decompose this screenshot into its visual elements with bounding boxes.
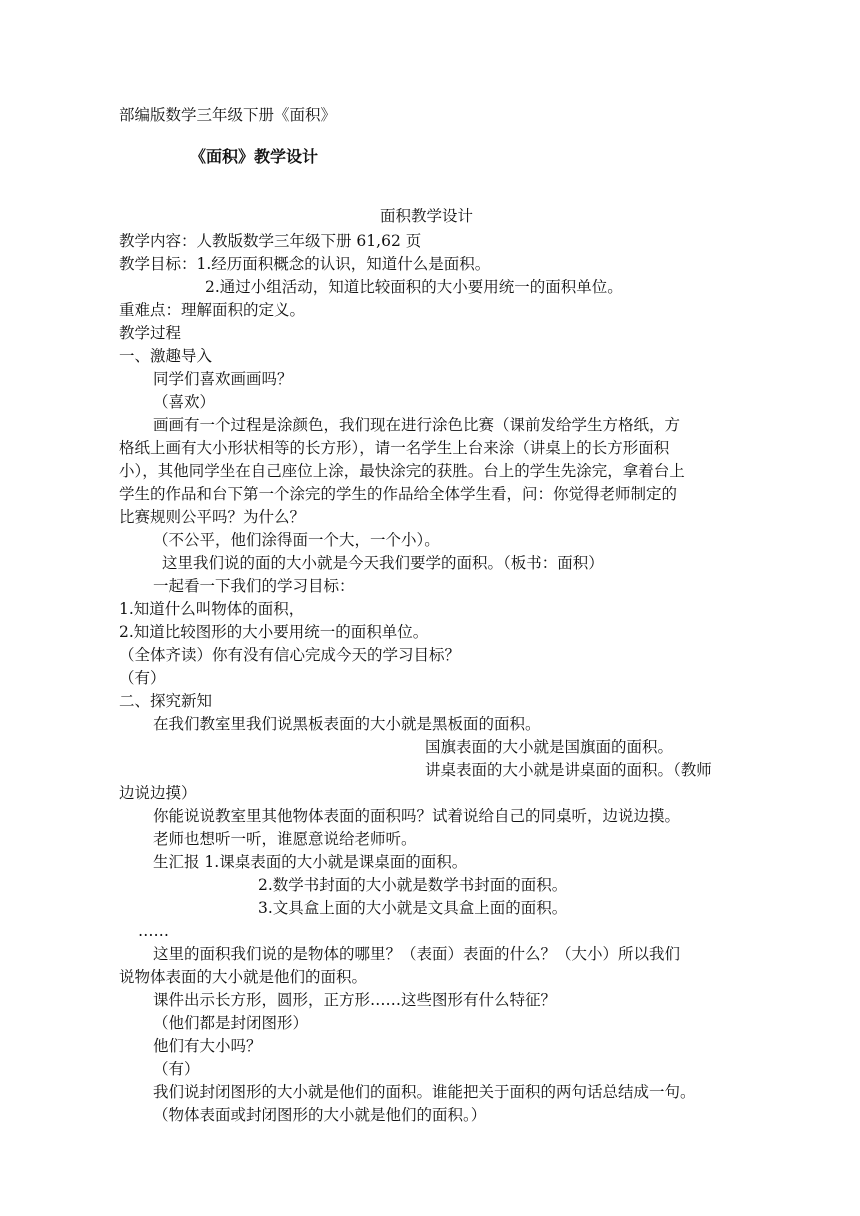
- paragraph: 小），其他同学坐在自己座位上涂，最快涂完的获胜。台上的学生先涂完，拿着台上: [119, 462, 685, 480]
- paragraph: 老师也想听一听，谁愿意说给老师听。: [153, 830, 417, 848]
- paragraph: （物体表面或封闭图形的大小就是他们的面积。）: [153, 1106, 487, 1124]
- paragraph: 画画有一个过程是涂颜色，我们现在进行涂色比赛（课前发给学生方格纸，方: [153, 416, 681, 434]
- teaching-goal-1: 教学目标：1.经历面积概念的认识，知道什么是面积。: [119, 255, 491, 273]
- paragraph: （全体齐读）你有没有信心完成今天的学习目标？: [119, 646, 461, 664]
- paragraph: （喜欢）: [153, 393, 216, 411]
- list-item: 2.知道比较图形的大小要用统一的面积单位。: [119, 623, 429, 641]
- paragraph: 你能说说教室里其他物体表面的面积吗？试着说给自己的同桌听，边说边摸。: [153, 807, 681, 825]
- paragraph: 生汇报 1.课桌表面的大小就是课桌面的面积。: [153, 853, 468, 871]
- paragraph: 这里我们说的面的大小就是今天我们要学的面积。（板书：面积）: [162, 554, 604, 572]
- ellipsis: ……: [138, 922, 169, 940]
- paragraph: 一起看一下我们的学习目标：: [153, 577, 355, 595]
- paragraph: 我们说封闭图形的大小就是他们的面积。谁能把关于面积的两句话总结成一句。: [153, 1083, 696, 1101]
- paragraph: 讲桌表面的大小就是讲桌面的面积。（教师: [425, 761, 712, 779]
- paragraph: 这里的面积我们说的是物体的哪里？（表面）表面的什么？（大小）所以我们: [153, 945, 681, 963]
- paragraph: 比赛规则公平吗？为什么？: [119, 508, 306, 526]
- paragraph: 学生的作品和台下第一个涂完的学生的作品给全体学生看，问：你觉得老师制定的: [119, 485, 678, 503]
- paragraph: （有）: [153, 1060, 200, 1078]
- list-item: 1.知道什么叫物体的面积，: [119, 600, 305, 618]
- key-point: 重难点：理解面积的定义。: [119, 301, 306, 319]
- paragraph: 在我们教室里我们说黑板表面的大小就是黑板面的面积。: [153, 715, 541, 733]
- teaching-goal-2: 2.通过小组活动，知道比较面积的大小要用统一的面积单位。: [205, 278, 623, 296]
- paragraph: （有）: [119, 669, 166, 687]
- section-2-heading: 二、探究新知: [119, 692, 213, 710]
- document-title: 《面积》教学设计: [190, 147, 319, 166]
- paragraph: 3.文具盒上面的大小就是文具盒上面的面积。: [258, 899, 568, 917]
- paragraph: 说物体表面的大小就是他们的面积。: [119, 968, 368, 986]
- paragraph: 同学们喜欢画画吗？: [153, 370, 293, 388]
- paragraph: （不公平，他们涂得面一个大，一个小）。: [153, 531, 440, 549]
- process-heading: 教学过程: [119, 324, 182, 342]
- paragraph: 他们有大小吗？: [153, 1037, 262, 1055]
- paragraph: 课件出示长方形，圆形，正方形……这些图形有什么特征？: [153, 991, 557, 1009]
- paragraph: 2.数学书封面的大小就是数学书封面的面积。: [258, 876, 568, 894]
- paragraph: 格纸上画有大小形状相等的长方形），请一名学生上台来涂（讲桌上的长方形面积: [119, 439, 670, 457]
- paragraph: （他们都是封闭图形）: [153, 1014, 309, 1032]
- paragraph: 边说边摸）: [119, 784, 197, 802]
- teaching-content: 教学内容：人教版数学三年级下册 61,62 页: [119, 232, 422, 250]
- section-1-heading: 一、激趣导入: [119, 347, 213, 365]
- header-line: 部编版数学三年级下册《面积》: [119, 106, 337, 124]
- paragraph: 国旗表面的大小就是国旗面的面积。: [425, 738, 674, 756]
- section-heading: 面积教学设计: [380, 207, 474, 225]
